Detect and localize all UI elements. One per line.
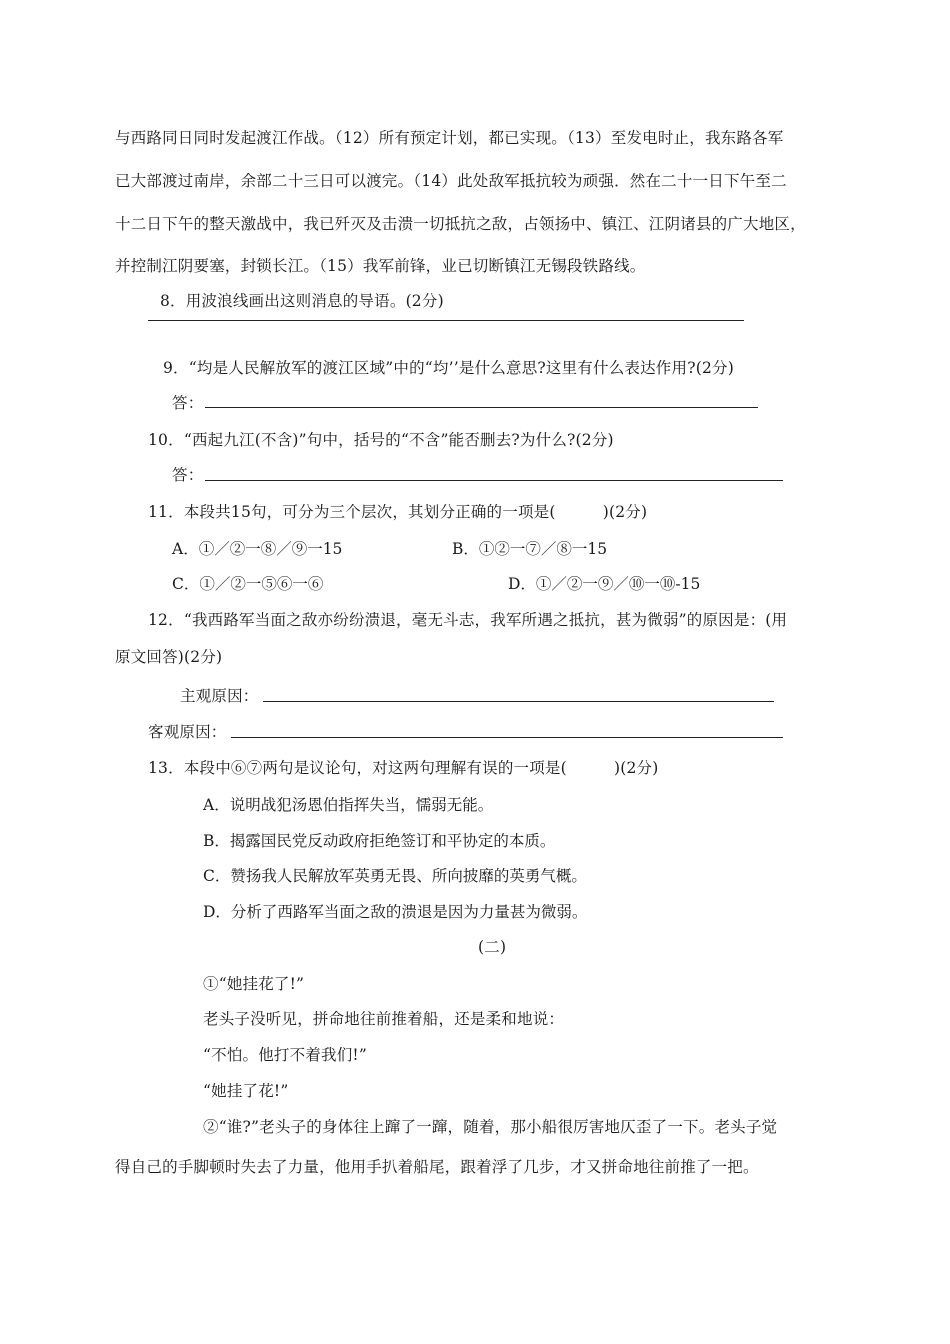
answer-line-q10[interactable] bbox=[205, 480, 783, 481]
section-2-line-4: “她挂了花!” bbox=[203, 1082, 289, 1100]
q13-option-c[interactable]: C．赞扬我人民解放军英勇无畏、所向披靡的英勇气概。 bbox=[203, 867, 587, 885]
subjective-reason-label: 主观原因： bbox=[180, 687, 259, 705]
q13-option-d[interactable]: D．分析了西路军当面之敌的溃退是因为力量甚为微弱。 bbox=[203, 903, 588, 921]
section-2-heading: (二) bbox=[478, 938, 507, 956]
q11-option-d[interactable]: D．①／②一⑨／⑩一⑩-15 bbox=[508, 575, 701, 593]
answer-line-q8[interactable] bbox=[148, 320, 744, 321]
answer-label-q10: 答： bbox=[172, 466, 204, 484]
objective-reason-label: 客观原因： bbox=[148, 723, 227, 741]
answer-line-q9[interactable] bbox=[205, 407, 758, 408]
question-11: 11．本段共15句，可分为三个层次，其划分正确的一项是( )(2分) bbox=[148, 503, 648, 521]
question-13: 13．本段中⑥⑦两句是议论句，对这两句理解有误的一项是( )(2分) bbox=[148, 759, 659, 777]
section-2-line-2: 老头子没听见，拼命地往前推着船，还是柔和地说： bbox=[203, 1010, 565, 1028]
section-2-line-5: ②“谁?”老头子的身体往上蹿了一蹿，随着，那小船很厉害地仄歪了一下。老头子觉 bbox=[203, 1118, 778, 1136]
question-12-line-1: 12．“我西路军当面之敌亦纷纷溃退，毫无斗志，我军所遇之抵抗，甚为微弱”的原因是：(用 bbox=[148, 611, 788, 629]
question-12-line-2: 原文回答)(2分) bbox=[115, 648, 223, 666]
section-2-line-1: ①“她挂花了!” bbox=[203, 975, 305, 993]
q13-option-b[interactable]: B．揭露国民党反动政府拒绝签订和平协定的本质。 bbox=[203, 832, 556, 850]
section-2-line-6: 得自己的手脚顿时失去了力量，他用手扒着船尾，跟着浮了几步，才又拼命地往前推了一把。 bbox=[115, 1158, 759, 1176]
objective-reason-line[interactable] bbox=[231, 737, 783, 738]
passage-line-1: 与西路同日同时发起渡江作战。（12）所有预定计划，都已实现。（13）至发电时止，我东路各军 bbox=[115, 129, 784, 147]
section-2-line-3: “不怕。他打不着我们!” bbox=[203, 1046, 367, 1064]
passage-line-4: 并控制江阴要塞，封锁长江。（15）我军前锋，业已切断镇江无锡段铁路线。 bbox=[115, 257, 646, 275]
question-9: 9．“均是人民解放军的渡江区域”中的“均’’是什么意思?这里有什么表达作用?(2分) bbox=[163, 359, 734, 377]
question-10: 10．“西起九江(不含)”句中，括号的“不含”能否删去?为什么?(2分) bbox=[148, 431, 614, 449]
q11-option-b[interactable]: B．①②一⑦／⑧一15 bbox=[452, 540, 608, 558]
question-8: 8．用波浪线画出这则消息的导语。(2分) bbox=[160, 292, 444, 310]
passage-line-3: 十二日下午的整天激战中，我已歼灭及击溃一切抵抗之敌，占领扬中、镇江、江阴诸县的广大地区， bbox=[115, 215, 806, 233]
answer-label-q9: 答： bbox=[172, 394, 204, 412]
subjective-reason-line[interactable] bbox=[263, 701, 774, 702]
q11-option-c[interactable]: C．①／②一⑤⑥一⑥ bbox=[172, 575, 324, 593]
passage-line-2: 已大部渡过南岸，余部二十三日可以渡完。（14）此处敌军抵抗较为顽强．然在二十一日下午至二 bbox=[115, 172, 787, 190]
q11-option-a[interactable]: A．①／②一⑧／⑨一15 bbox=[172, 540, 343, 558]
q13-option-a[interactable]: A．说明战犯汤恩伯指挥失当，懦弱无能。 bbox=[203, 796, 494, 814]
